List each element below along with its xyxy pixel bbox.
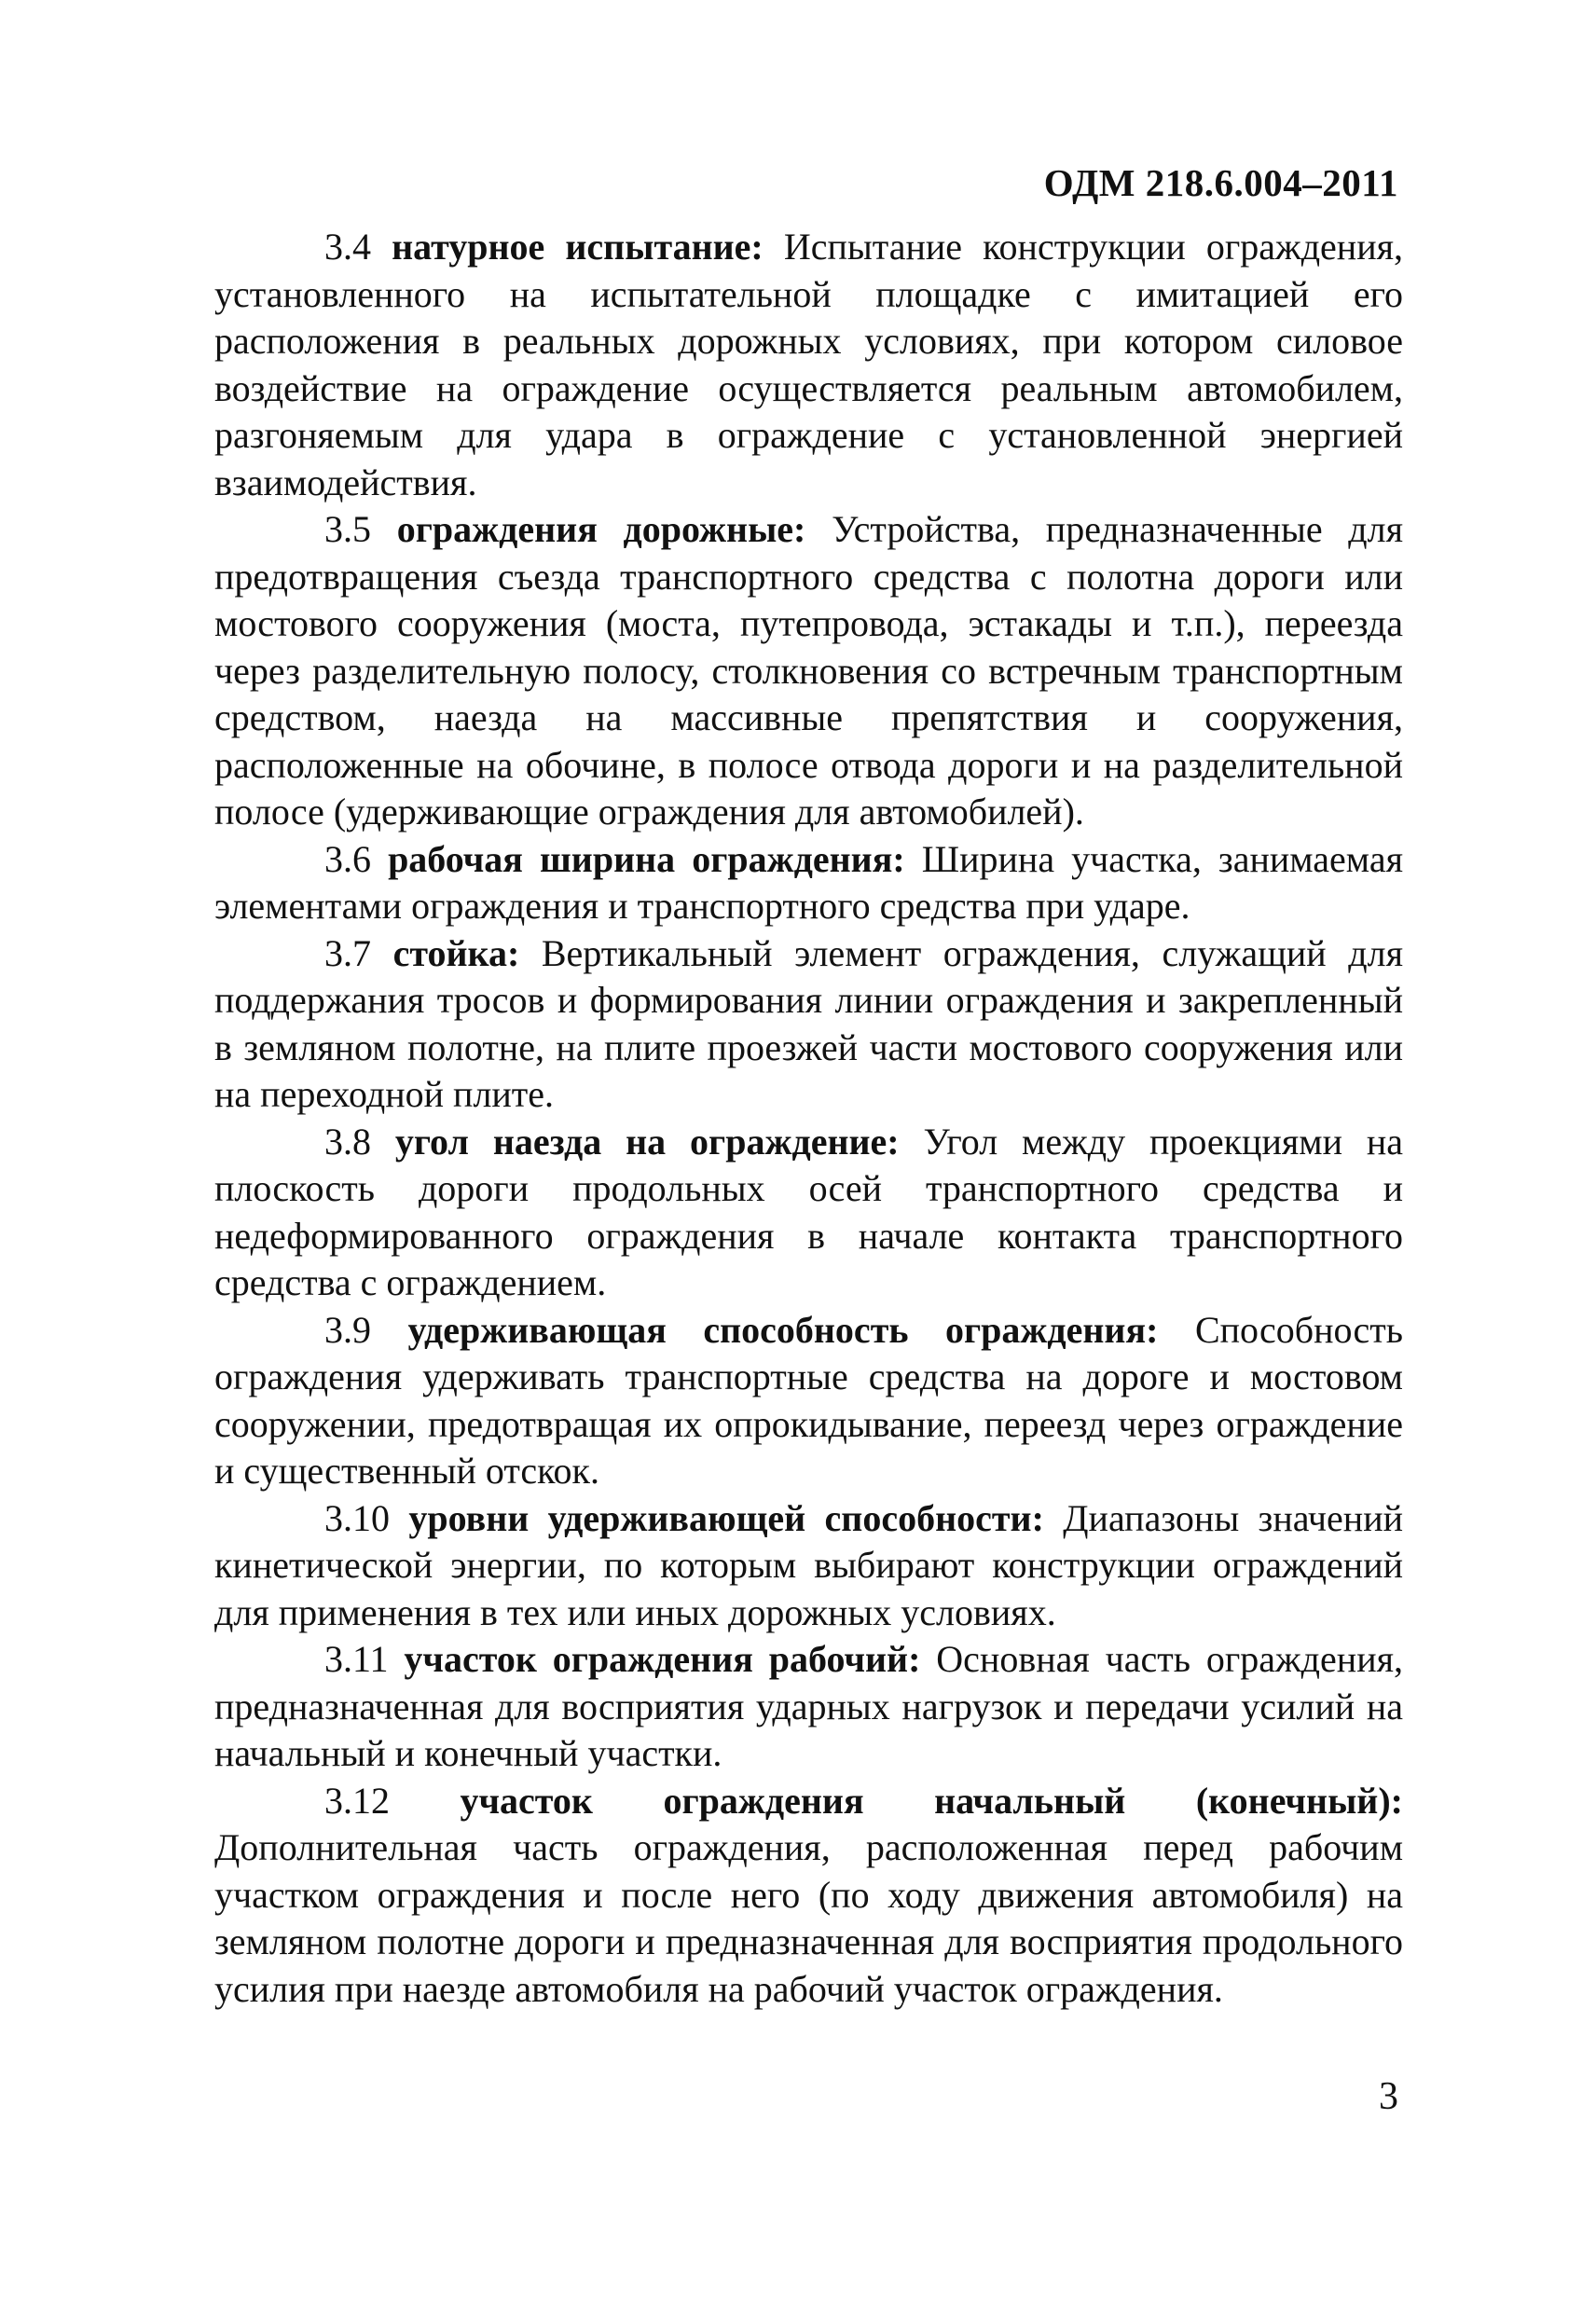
term-number: 3.9 [324, 1308, 371, 1351]
term-name: удерживающая способность ограждения: [407, 1308, 1159, 1351]
terms-list [214, 224, 1403, 2013]
term-name: уровни удерживающей способности: [408, 1496, 1044, 1539]
term-definition: Диапазоны значений кинетической энергии, по которым выбирают конструкции ограждений для применения в тех или иных дорожных условиях. [214, 1496, 1403, 1633]
page-number: 3 [1379, 2075, 1398, 2118]
term-3-9 [214, 1307, 1403, 1495]
term-number: 3.10 [324, 1496, 390, 1539]
term-3-10 [214, 1495, 1403, 1637]
term-name: ограждения дорожные: [396, 508, 806, 550]
term-definition: Ширина участка, занимаемая элементами ограждения и транспортного средства при ударе. [214, 837, 1403, 927]
term-number: 3.11 [324, 1638, 389, 1680]
term-name: натурное испытание: [392, 226, 764, 268]
term-definition: Способность ограждения удерживать транспортные средства на дороге и мостовом сооружении, предотвращая их опрокидывание, переезд через ограждение и существенный отскок. [214, 1308, 1404, 1492]
term-name: стойка: [392, 931, 520, 974]
term-name: угол наезда на ограждение: [394, 1120, 900, 1163]
term-definition: Угол между проекциями на плоскость дороги продольных осей транспортного средства и недеформированного ограждения в начале контакта транспортного средства с ограждением. [214, 1120, 1404, 1303]
term-3-11 [214, 1636, 1403, 1778]
term-definition: Испытание конструкции ограждения, установленного на испытательной площадке с имитацией его расположения в реальных дорожных условиях, при котором силовое воздействие на ограждение осуществляется реальным автомобилем, разгоняемым для удара в ограждение с установленной энергией взаимодействия. [214, 226, 1404, 503]
document-code: ОДМ 218.6.004–2011 [1043, 161, 1398, 204]
term-definition: Устройства, предназначенные для предотвращения съезда транспортного средства с полотна дороги или мостового сооружения (моста, путепровода, эстакады и т.п.), переезда через разделительную полосу, столкновения со встречным транспортным средством, наезда на массивные препятствия и сооружения, расположенные на обочине, в полосе отвода дороги и на разделительной полосе (удерживающие ограждения для автомобилей). [214, 508, 1404, 833]
term-3-5 [214, 506, 1403, 836]
term-number: 3.8 [324, 1120, 371, 1163]
term-3-6 [214, 836, 1403, 930]
term-number: 3.7 [324, 931, 371, 974]
term-definition: Дополнительная часть ограждения, расположенная перед рабочим участком ограждения и после него (по ходу движения автомобиля) на земляном полотне дороги и предназначенная для восприятия продольного усилия при наезде автомобиля на рабочий участок ограждения. [214, 1826, 1403, 2010]
term-3-8 [214, 1119, 1403, 1307]
term-3-4 [214, 224, 1403, 506]
term-3-12 [214, 1778, 1403, 2014]
term-definition: Вертикальный элемент ограждения, служащий для поддержания тросов и формирования линии ограждения и закрепленный в земляном полотне, на плите проезжей части мостового сооружения или на переходной плите. [214, 931, 1403, 1115]
term-definition: Основная часть ограждения, предназначенная для восприятия ударных нагрузок и передачи усилий на начальный и конечный участки. [214, 1638, 1403, 1774]
term-number: 3.12 [324, 1779, 390, 1822]
term-name: участок ограждения начальный (конечный): [460, 1779, 1403, 1822]
term-name: рабочая ширина ограждения: [388, 837, 905, 880]
term-number: 3.4 [324, 226, 371, 268]
term-number: 3.6 [324, 837, 371, 880]
term-number: 3.5 [324, 508, 371, 550]
term-3-7 [214, 930, 1403, 1119]
term-name: участок ограждения рабочий: [404, 1638, 921, 1680]
